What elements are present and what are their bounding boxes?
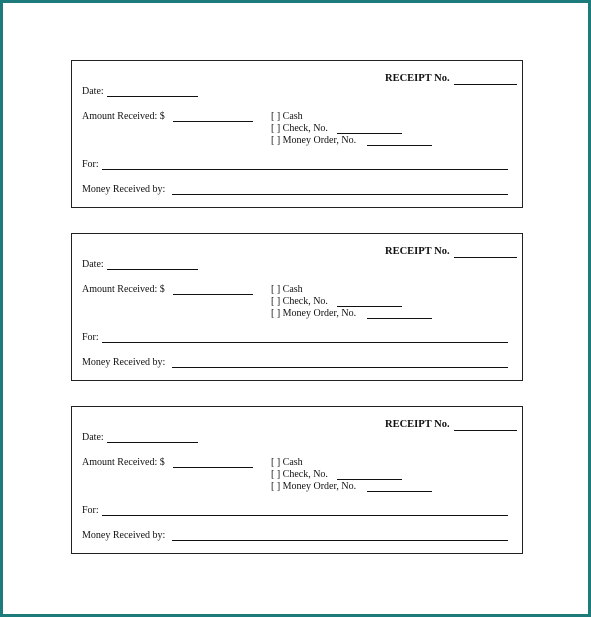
receipt-form	[71, 233, 523, 381]
date-label: Date:	[82, 86, 104, 97]
receipt-number-field[interactable]	[454, 430, 517, 431]
check-number-field[interactable]	[337, 306, 402, 307]
date-label: Date:	[82, 259, 104, 270]
amount-label: Amount Received: $	[82, 457, 165, 468]
for-label: For:	[82, 159, 99, 170]
receipt-number-field[interactable]	[454, 257, 517, 258]
for-field[interactable]	[102, 515, 508, 516]
receipt-number-label: RECEIPT No.	[385, 73, 450, 84]
received-by-field[interactable]	[172, 367, 508, 368]
money-order-number-field[interactable]	[367, 491, 432, 492]
receipt-number-field[interactable]	[454, 84, 517, 85]
received-by-label: Money Received by:	[82, 357, 166, 368]
for-label: For:	[82, 332, 99, 343]
receipt-form	[71, 406, 523, 554]
for-label: For:	[82, 505, 99, 516]
received-by-field[interactable]	[172, 194, 508, 195]
money-order-number-field[interactable]	[367, 318, 432, 319]
date-field[interactable]	[107, 96, 198, 97]
money-order-number-field[interactable]	[367, 145, 432, 146]
amount-field[interactable]	[173, 294, 253, 295]
cash-option[interactable]: [ ] Cash	[271, 457, 303, 468]
received-by-field[interactable]	[172, 540, 508, 541]
money-order-option[interactable]: [ ] Money Order, No.	[271, 135, 357, 146]
date-field[interactable]	[107, 442, 198, 443]
amount-label: Amount Received: $	[82, 111, 165, 122]
cash-option[interactable]: [ ] Cash	[271, 111, 303, 122]
for-field[interactable]	[102, 342, 508, 343]
receipt-form	[71, 60, 523, 208]
money-order-option[interactable]: [ ] Money Order, No.	[271, 308, 357, 319]
date-field[interactable]	[107, 269, 198, 270]
amount-field[interactable]	[173, 121, 253, 122]
amount-field[interactable]	[173, 467, 253, 468]
received-by-label: Money Received by:	[82, 184, 166, 195]
money-order-option[interactable]: [ ] Money Order, No.	[271, 481, 357, 492]
receipt-number-label: RECEIPT No.	[385, 419, 450, 430]
for-field[interactable]	[102, 169, 508, 170]
amount-label: Amount Received: $	[82, 284, 165, 295]
cash-option[interactable]: [ ] Cash	[271, 284, 303, 295]
receipt-number-label: RECEIPT No.	[385, 246, 450, 257]
check-option[interactable]: [ ] Check, No.	[271, 123, 328, 134]
check-number-field[interactable]	[337, 479, 402, 480]
date-label: Date:	[82, 432, 104, 443]
received-by-label: Money Received by:	[82, 530, 166, 541]
check-number-field[interactable]	[337, 133, 402, 134]
check-option[interactable]: [ ] Check, No.	[271, 296, 328, 307]
check-option[interactable]: [ ] Check, No.	[271, 469, 328, 480]
